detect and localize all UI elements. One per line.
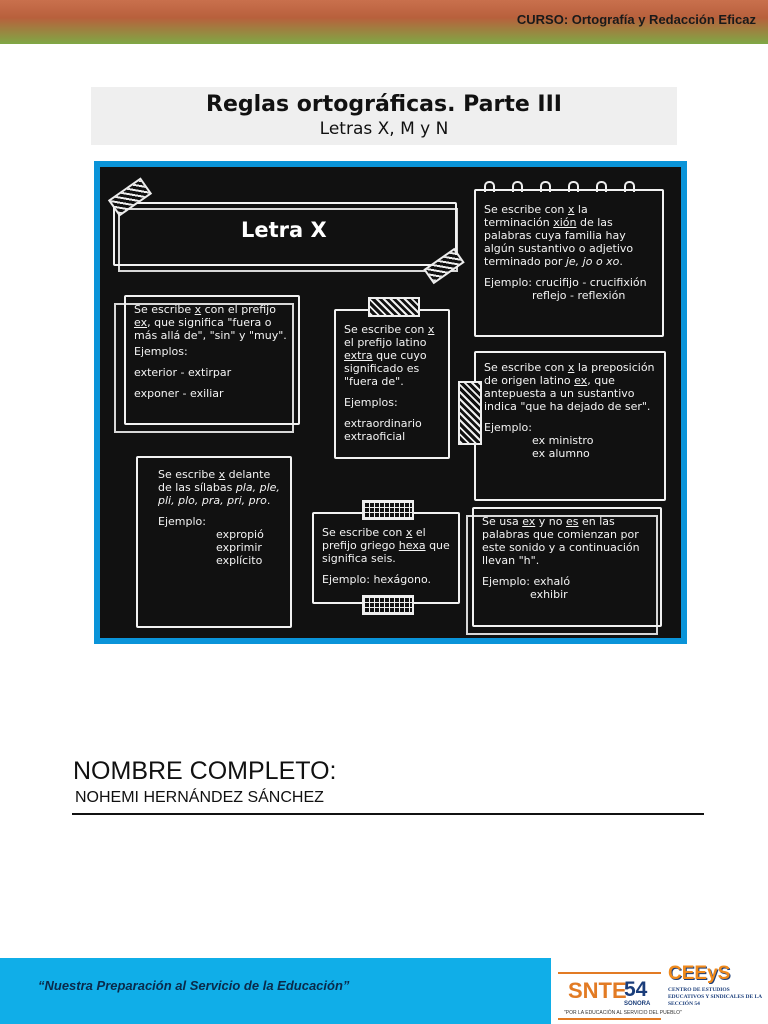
- example-item: reflejo - reflexión: [532, 289, 626, 302]
- spiral-ring: [568, 181, 579, 192]
- chalkboard-surface: [100, 167, 681, 638]
- example-label: Ejemplos:: [134, 345, 188, 358]
- chalkboard: [94, 161, 687, 644]
- spiral-ring: [596, 181, 607, 192]
- title-box: [91, 87, 677, 145]
- example-item: ex ministro: [532, 434, 594, 447]
- tape-decoration: [362, 595, 414, 615]
- example-item: exponer - exiliar: [134, 387, 224, 400]
- rule-card-extra: Se escribe con x el prefijo latino extra que cuyo significado es "fuera de". Ejemplos: extraordinario extraoficial: [334, 309, 450, 459]
- name-underline: [72, 813, 704, 815]
- spiral-ring: [624, 181, 635, 192]
- example-label: Ejemplos:: [344, 396, 398, 409]
- rule-card-syllables: Se escribe x delante de las sílabas pla, ple, pli, plo, pra, pri, pro. Ejemplo: expropió exprimir explícito: [136, 456, 292, 628]
- rule-card-hexa: Se escribe con x el prefijo griego hexa que significa seis. Ejemplo: hexágono.: [312, 512, 460, 604]
- rule-card-prefix-ex: Se escribe x con el prefijo ex, que significa "fuera o más allá de", "sin" y "muy". Ejemplos: exterior - extirpar exponer - exiliar: [124, 295, 300, 425]
- footer-logos: [551, 958, 768, 1024]
- footer-motto: “Nuestra Preparación al Servicio de la Educación”: [38, 978, 350, 993]
- name-field-label: NOMBRE COMPLETO:: [73, 757, 337, 785]
- rule-card-exh: Se usa ex y no es en las palabras que comienzan por este sonido y a continuación llevan "h". Ejemplo: exhaló exhibir: [472, 507, 662, 627]
- spiral-ring: [540, 181, 551, 192]
- example-item: extraoficial: [344, 430, 406, 443]
- board-heading: Letra X: [241, 218, 327, 242]
- rule-card-preposition-ex: Se escribe con x la preposición de origen latino ex, que antepuesta a un sustantivo indica "que ha dejado de ser". Ejemplo: ex ministro ex alumno: [474, 351, 666, 501]
- example-item: exterior - extirpar: [134, 366, 232, 379]
- tape-decoration: [368, 297, 420, 317]
- page-subtitle: Letras X, M y N: [319, 119, 449, 139]
- example-item: extraordinario: [344, 417, 422, 430]
- example-label: Ejemplo: hexágono.: [322, 573, 431, 586]
- footer-bar: [0, 958, 551, 1024]
- spiral-ring: [484, 181, 495, 192]
- example-label: Ejemplo: crucifijo - crucifixión: [484, 276, 647, 289]
- example-item: exprimir: [216, 541, 262, 554]
- rule-card-xion: Se escribe con x la terminación xión de las palabras cuya familia hay algún sustantivo o adjetivo terminado por je, jo o xo. Ejemplo: crucifijo - crucifixión reflejo - reflexión: [474, 189, 664, 337]
- example-label: Ejemplo:: [484, 421, 532, 434]
- example-item: explícito: [216, 554, 263, 567]
- spiral-ring: [512, 181, 523, 192]
- example-label: Ejemplo: exhaló: [482, 575, 571, 588]
- course-title: CURSO: Ortografía y Redacción Eficaz: [516, 12, 756, 27]
- example-item: expropió: [216, 528, 264, 541]
- example-label: Ejemplo:: [158, 515, 206, 528]
- name-field-value: NOHEMI HERNÁNDEZ SÁNCHEZ: [75, 789, 324, 806]
- tape-decoration: [458, 381, 482, 445]
- page-title: Reglas ortográficas. Parte III: [206, 92, 562, 117]
- example-item: exhibir: [530, 588, 568, 601]
- tape-decoration: [362, 500, 414, 520]
- ceeys-logo: CEEyS CENTRO DE ESTUDIOS EDUCATIVOS Y SINDICALES DE LA SECCIÓN 54: [668, 963, 762, 1007]
- snte-logo: SNTE 54 SONORA "POR LA EDUCACIÓN AL SERVICIO DEL PUEBLO": [558, 972, 661, 1020]
- header-bar: [0, 0, 768, 44]
- example-item: ex alumno: [532, 447, 590, 460]
